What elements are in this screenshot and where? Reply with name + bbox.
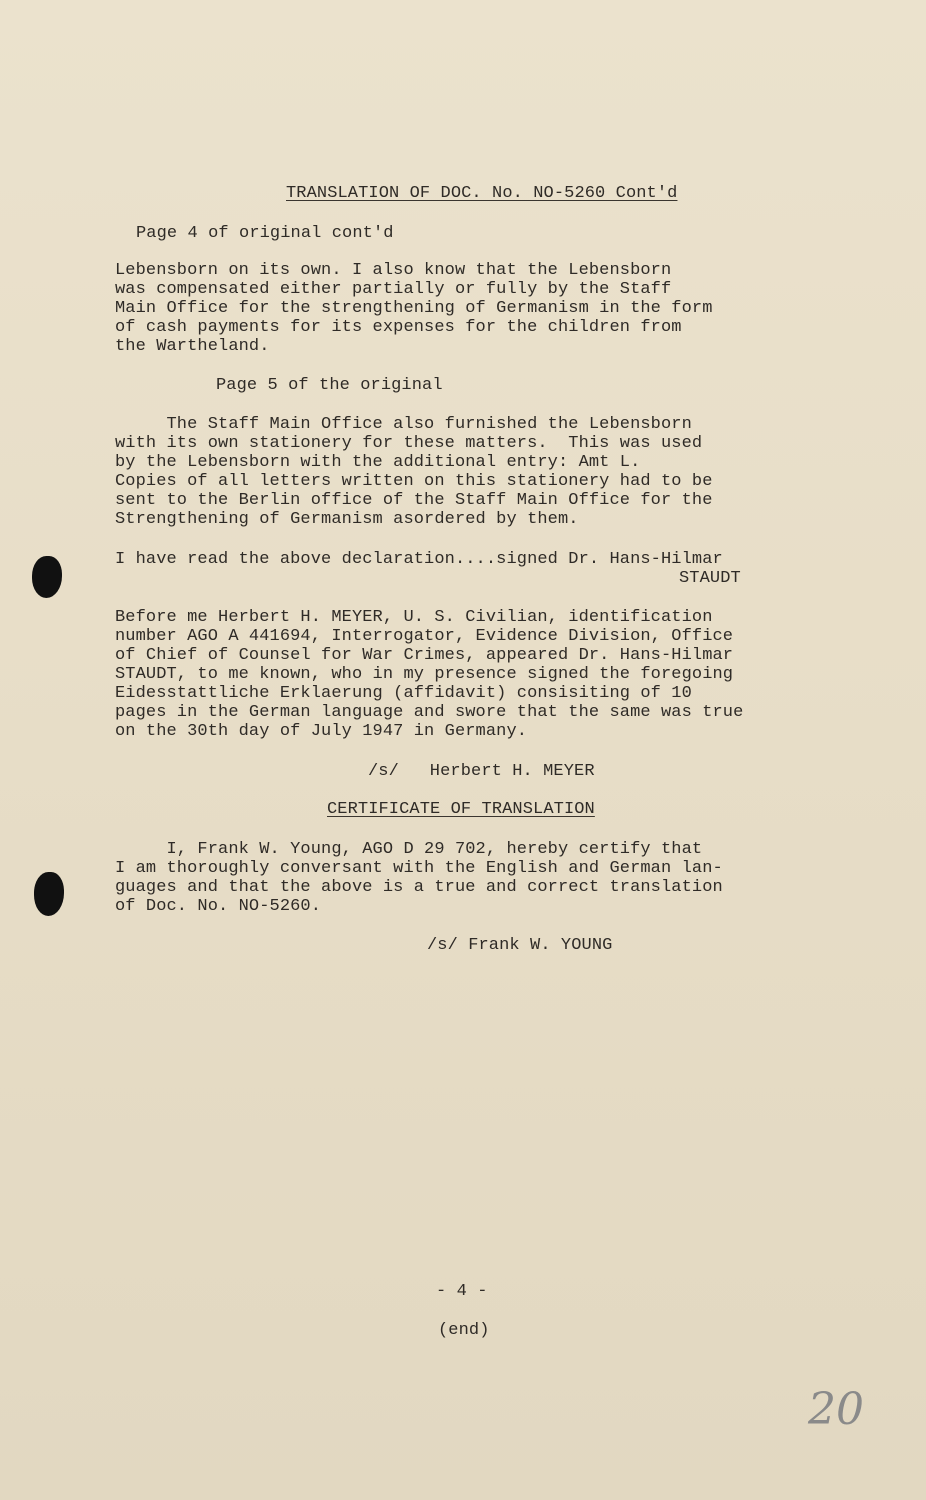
declaration-line: I have read the above declaration....signed Dr. Hans-Hilmar [115, 550, 723, 569]
text-line: I, Frank W. Young, AGO D 29 702, hereby certify that [115, 840, 703, 859]
text-line: of Doc. No. NO-5260. [115, 897, 322, 916]
text-line: was compensated either partially or fully by the Staff [115, 280, 672, 299]
declarant-name: STAUDT [679, 569, 741, 588]
text-line: I am thoroughly conversant with the English and German lan- [115, 859, 723, 878]
signature-young: /s/ Frank W. YOUNG [427, 936, 613, 955]
text-line: by the Lebensborn with the additional entry: Amt L. [115, 453, 641, 472]
text-line: number AGO A 441694, Interrogator, Evidence Division, Office [115, 627, 734, 646]
text-line: of cash payments for its expenses for the children from [115, 318, 682, 337]
end-marker: (end) [438, 1321, 490, 1340]
handwritten-page-number: 20 [808, 1384, 864, 1435]
text-line: STAUDT, to me known, who in my presence signed the foregoing [115, 665, 734, 684]
text-line: of Chief of Counsel for War Crimes, appeared Dr. Hans-Hilmar [115, 646, 734, 665]
text-line: guages and that the above is a true and correct translation [115, 878, 723, 897]
page-4-heading: Page 4 of original cont'd [136, 224, 394, 243]
text-line: Strengthening of Germanism asordered by them. [115, 510, 579, 529]
text-line: the Wartheland. [115, 337, 270, 356]
text-line: with its own stationery for these matters. This was used [115, 434, 703, 453]
page-5-heading: Page 5 of the original [216, 376, 443, 395]
text-line: on the 30th day of July 1947 in Germany. [115, 722, 528, 741]
signature-meyer: /s/ Herbert H. MEYER [368, 762, 595, 781]
punch-hole-bottom [34, 872, 64, 916]
page-number: - 4 - [436, 1282, 488, 1301]
text-line: Before me Herbert H. MEYER, U. S. Civilian, identification [115, 608, 713, 627]
text-line: sent to the Berlin office of the Staff Main Office for the [115, 491, 713, 510]
text-line: Copies of all letters written on this stationery had to be [115, 472, 713, 491]
document-title: TRANSLATION OF DOC. No. NO-5260 Cont'd [286, 184, 678, 203]
text-line: pages in the German language and swore that the same was true [115, 703, 744, 722]
text-line: Lebensborn on its own. I also know that the Lebensborn [115, 261, 672, 280]
text-line: The Staff Main Office also furnished the Lebensborn [115, 415, 692, 434]
certificate-title: CERTIFICATE OF TRANSLATION [327, 800, 595, 819]
punch-hole-top [32, 556, 62, 598]
text-line: Eidesstattliche Erklaerung (affidavit) consisiting of 10 [115, 684, 692, 703]
text-line: Main Office for the strengthening of Germanism in the form [115, 299, 713, 318]
